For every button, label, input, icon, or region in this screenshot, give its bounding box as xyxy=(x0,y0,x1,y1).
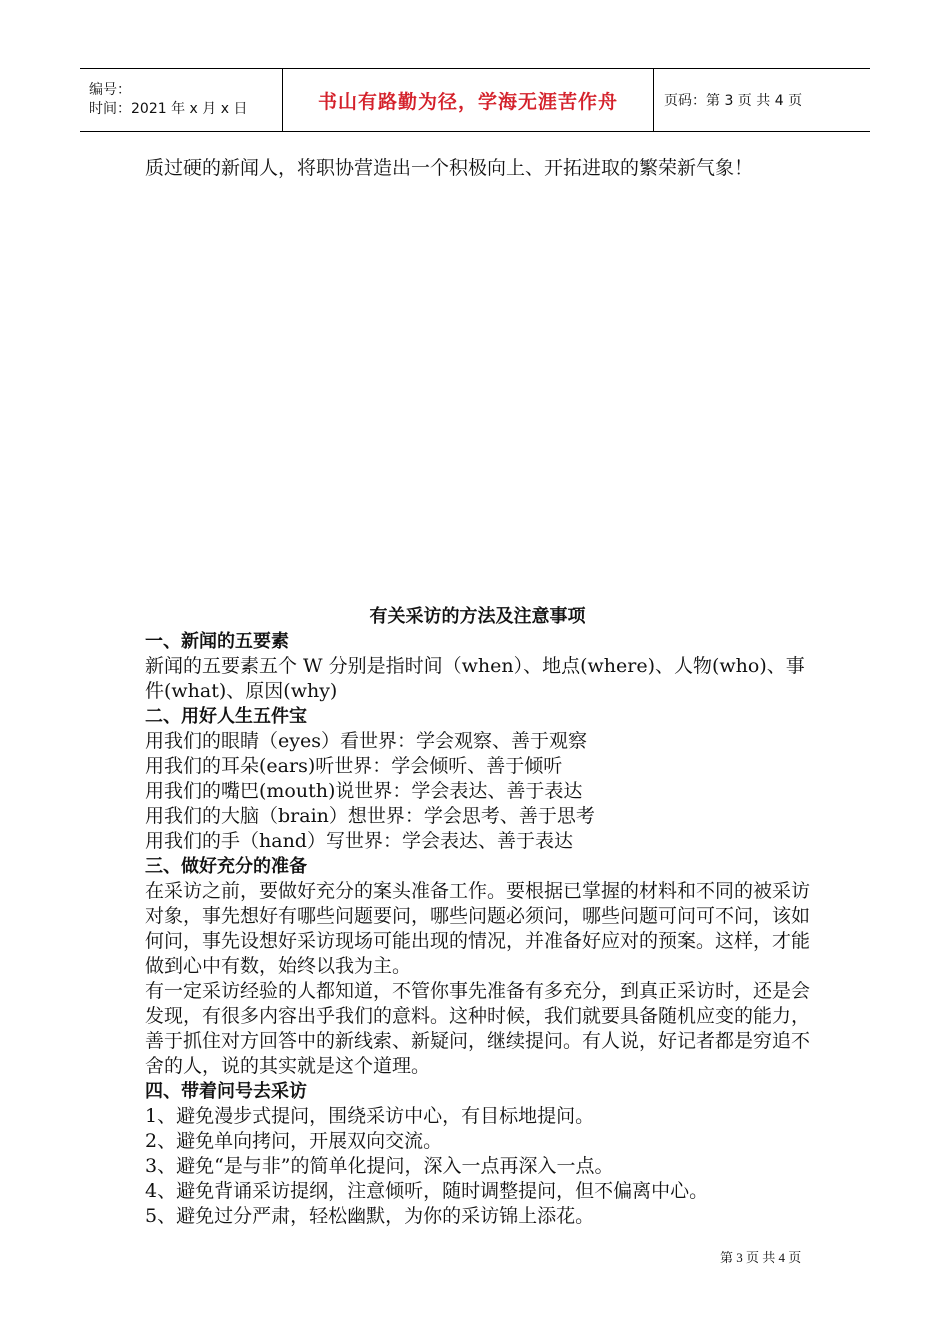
paragraph: 用我们的耳朵(ears)听世界：学会倾听、善于倾听 xyxy=(145,755,563,777)
list-item: 4、避免背诵采访提纲，注意倾听，随时调整提问，但不偏离中心。 xyxy=(145,1180,709,1202)
paragraph: 有一定采访经验的人都知道，不管你事先准备有多充分，到真正采访时，还是会发现，有很多内容出乎我们的意料。这种时候，我们就要具备随机应变的能力，善于抓住对方回答中的新线索、新疑问，继续提问。有人说，好记者都是穷追不舍的人，说的其实就是这个道理。 xyxy=(145,980,811,1077)
header-motto: 书山有路勤为径，学海无涯苦作舟 xyxy=(282,69,654,131)
date-label: 时间：2021 年 x 月 x 日 xyxy=(89,101,248,117)
section-heading: 三、做好充分的准备 xyxy=(145,856,307,877)
document-title: 有关采访的方法及注意事项 xyxy=(369,606,586,627)
continuation-paragraph: 质过硬的新闻人，将职协营造出一个积极向上、开拓进取的繁荣新气象！ xyxy=(145,157,754,179)
section-heading: 四、带着问号去采访 xyxy=(145,1081,307,1102)
header-meta xyxy=(80,69,282,131)
paragraph: 用我们的嘴巴(mouth)说世界：学会表达、善于表达 xyxy=(145,780,583,802)
article xyxy=(145,604,810,1229)
number-label: 编号： xyxy=(89,82,131,98)
paragraph: 用我们的大脑（brain）想世界：学会思考、善于思考 xyxy=(145,805,595,827)
header-page-label: 页码：第 3 页 共 4 页 xyxy=(664,93,803,109)
section-heading: 二、用好人生五件宝 xyxy=(145,706,307,727)
list-item: 3、避免“是与非”的简单化提问，深入一点再深入一点。 xyxy=(145,1155,614,1177)
list-item: 1、避免漫步式提问，围绕采访中心，有目标地提问。 xyxy=(145,1105,595,1127)
paragraph: 用我们的手（hand）写世界：学会表达、善于表达 xyxy=(145,830,573,852)
paragraph: 用我们的眼睛（eyes）看世界：学会观察、善于观察 xyxy=(145,730,587,752)
page-footer: 第 3 页 共 4 页 xyxy=(720,1250,802,1265)
section-heading: 一、新闻的五要素 xyxy=(145,631,289,652)
list-item: 5、避免过分严肃，轻松幽默，为你的采访锦上添花。 xyxy=(145,1205,595,1227)
paragraph: 新闻的五要素五个 W 分别是指时间（when）、地点(where)、人物(who)、事件(what)、原因(why) xyxy=(145,655,805,702)
continuation-text xyxy=(145,156,810,181)
paragraph: 在采访之前，要做好充分的案头准备工作。要根据已掌握的材料和不同的被采访对象，事先想好有哪些问题要问，哪些问题必须问，哪些问题可问可不问，该如何问，事先设想好采访现场可能出现的情况，并准备好应对的预案。这样，才能做到心中有数，始终以我为主。 xyxy=(145,880,811,977)
list-item: 2、避免单向拷问，开展双向交流。 xyxy=(145,1130,443,1152)
page-header xyxy=(80,68,870,132)
